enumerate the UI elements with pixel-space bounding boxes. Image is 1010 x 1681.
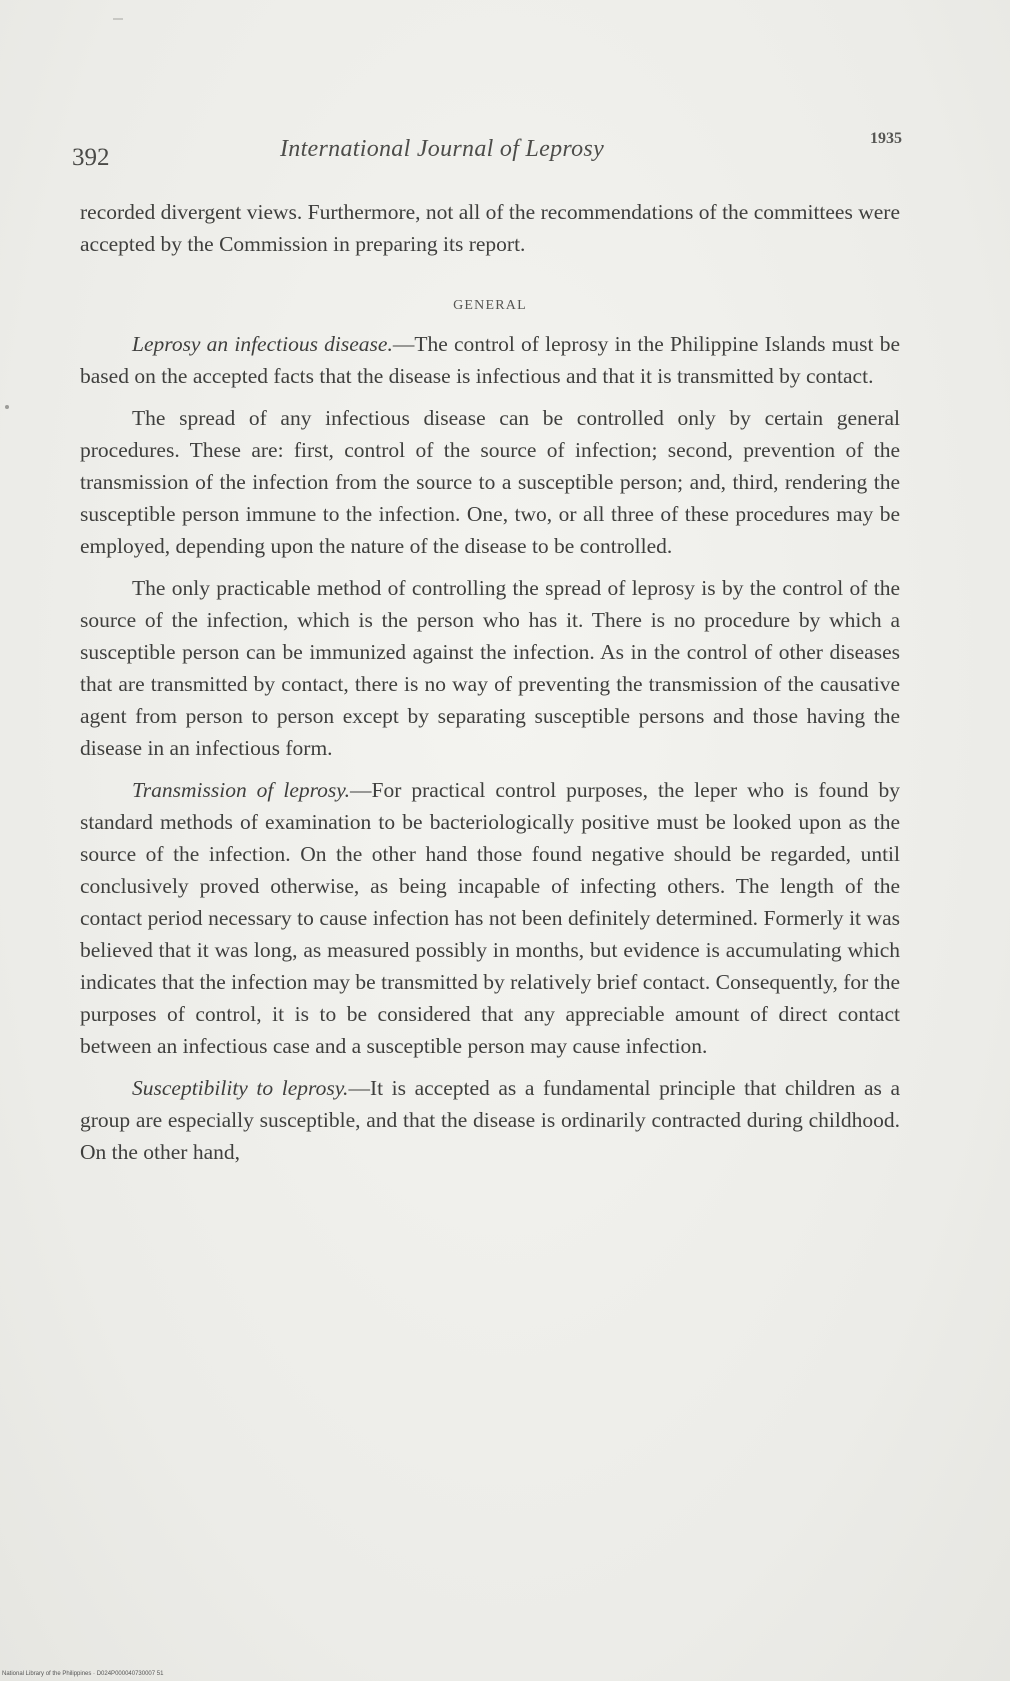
- page-number: 392: [72, 144, 110, 171]
- scan-credit: National Library of the Philippines · D024P000040730007 51: [2, 1671, 164, 1677]
- paragraph-text: —For practical control purposes, the leper who is found by standard methods of examination to be bacteriologically positive must be looked upon as the source of the infection. On the other hand those found negative should be regarded, until conclusively proved otherwise, as being incapable of infecting others. The length of the contact period necessary to cause infection has not been definitely determined. Formerly it was believed that it was long, as measured possibly in months, but evidence is accumulating which indicates that the infection may be transmitted by relatively brief contact. Consequently, for the purposes of control, it is to be considered that any appreciable amount of direct contact between an infectious case and a susceptible person may cause infection.: [80, 778, 901, 1058]
- paragraph-transmission: [80, 774, 900, 1062]
- run-in-heading: Transmission of leprosy.: [132, 778, 351, 802]
- paragraph-text: —The control of leprosy in the Philippine Islands must be based on the accepted facts that the disease is infectious and that it is transmitted by contact.: [80, 332, 900, 388]
- paragraph-infectious-disease: [80, 328, 900, 392]
- scan-speck: [113, 18, 123, 20]
- section-heading: GENERAL: [453, 298, 527, 313]
- run-in-heading: Susceptibility to leprosy.: [132, 1076, 349, 1100]
- paragraph-general-procedures: The spread of any infectious disease can be controlled only by certain general procedures. These are: first, control of the source of infection; second, prevention of the transmission of the infection from the source to a susceptible person; and, third, rendering the susceptible person immune to the infection. One, two, or all three of these procedures may be employed, depending upon the nature of the disease to be controlled.: [80, 406, 900, 558]
- run-in-heading: Leprosy an infectious disease.: [132, 332, 393, 356]
- article-body: [80, 196, 900, 1168]
- running-header: [72, 130, 902, 170]
- journal-title: International Journal of Leprosy: [280, 136, 605, 162]
- paragraph-control-method: The only practicable method of controlling the spread of leprosy is by the control of the source of the infection, which is the person who has it. There is no procedure by which a susceptible person can be immunized against the infection. As in the control of other diseases that are transmitted by contact, there is no way of preventing the transmission of the causative agent from person to person except by separating susceptible persons and those having the disease in an infectious form.: [80, 576, 900, 760]
- volume-year: 1935: [870, 130, 902, 147]
- continued-paragraph: recorded divergent views. Furthermore, not all of the recommendations of the committees were accepted by the Commission in preparing its report.: [80, 200, 900, 256]
- paragraph-susceptibility: [80, 1072, 900, 1168]
- scan-speck: [5, 405, 9, 409]
- paragraph-text: —It is accepted as a fundamental principle that children as a group are especially susceptible, and that the disease is ordinarily contracted during childhood. On the other hand,: [80, 1076, 900, 1164]
